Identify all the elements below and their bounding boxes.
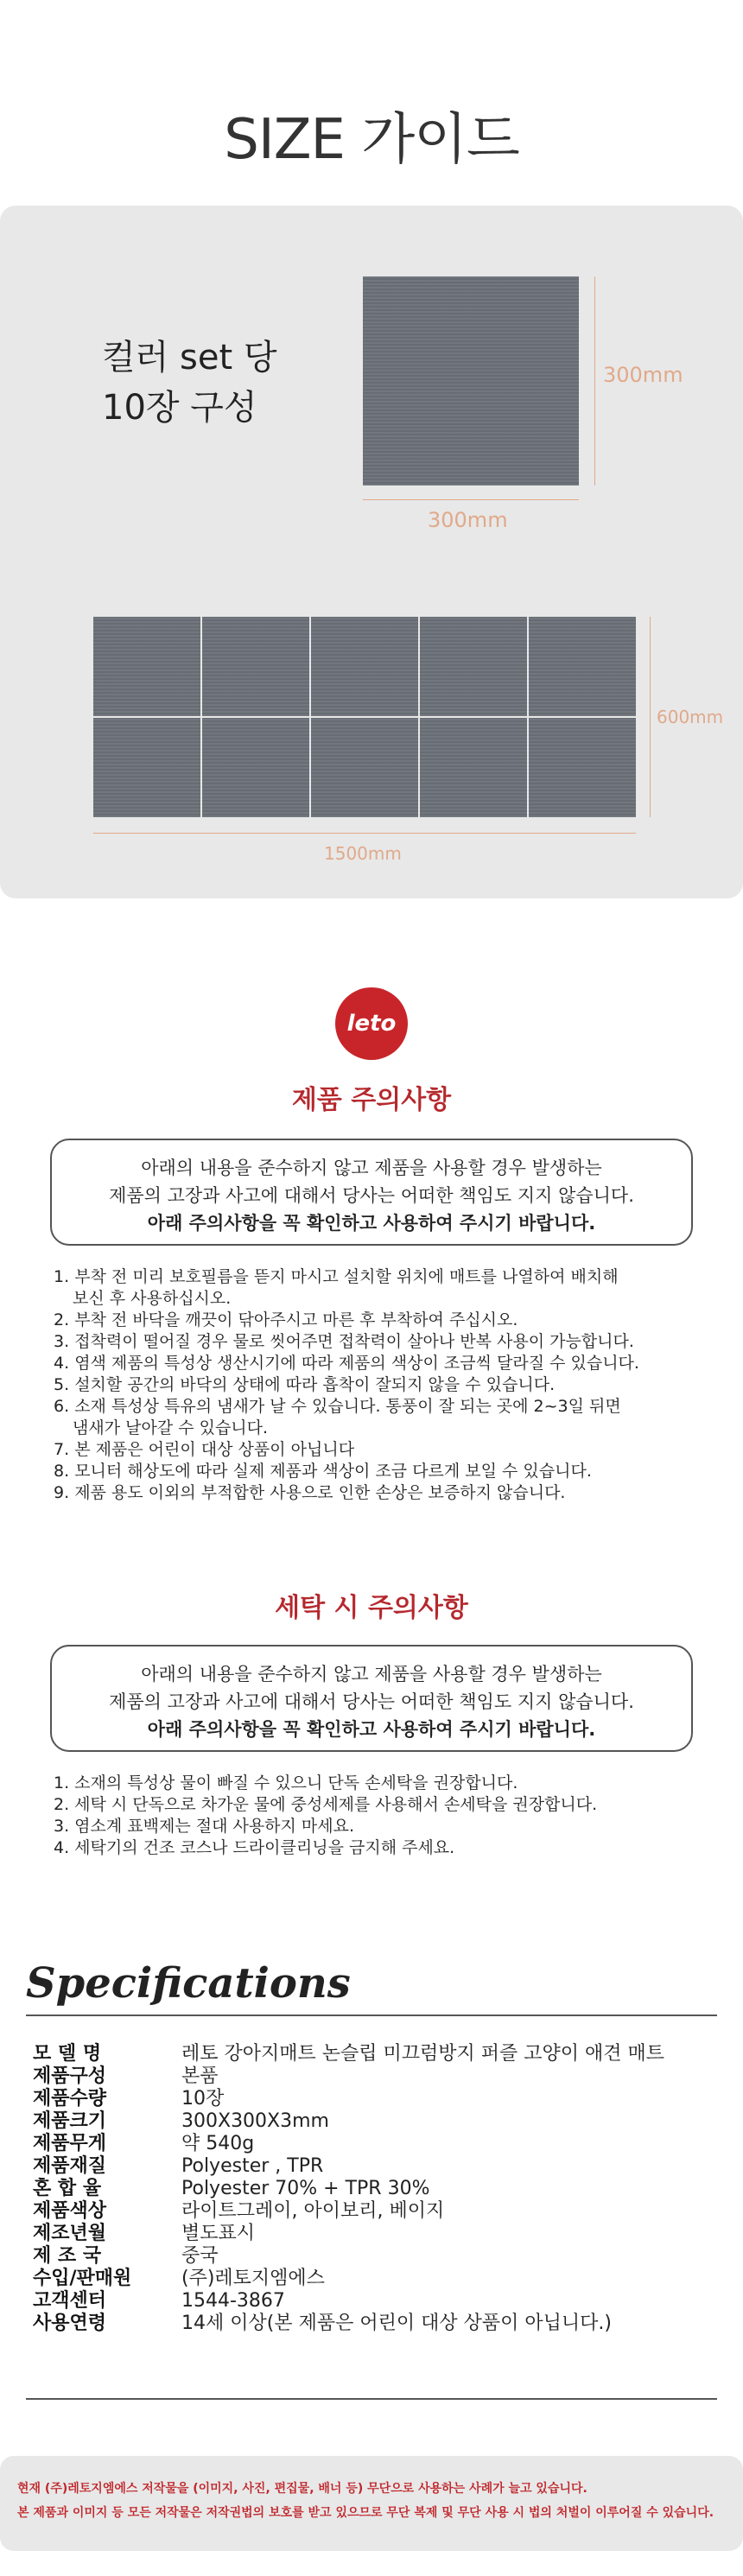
grid-width-label: 1500mm (324, 843, 402, 864)
notice-line-1: 아래의 내용을 준수하지 않고 제품을 사용할 경우 발생하는 (141, 1158, 602, 1178)
table-row: 수입/판매원 (주)레토지엠에스 (33, 2268, 325, 2289)
set-line-1: 컬러 set 당 (102, 338, 277, 378)
tile-height-line (594, 276, 595, 485)
set-description (102, 333, 276, 433)
grid-tile (529, 718, 636, 817)
divider (26, 2014, 717, 2016)
product-caution-title: 제품 주의사항 (291, 1085, 452, 1115)
spec-table (33, 2043, 724, 2335)
product-caution-list (54, 1266, 710, 1504)
grid-tile (420, 718, 527, 817)
list-item: 1. 부착 전 미리 보호필름을 뜯지 마시고 설치할 위치에 매트를 나열하여 배치해 보신 후 사용하십시오. (54, 1267, 619, 1308)
copyright-line-1: 현재 (주)레토지엠에스 저작물을 (이미지, 사진, 편집물, 배너 등) 무단으로 사용하는 사례가 늘고 있습니다. (17, 2482, 587, 2496)
table-row: 제 조 국 중국 (33, 2245, 219, 2267)
list-item: 7. 본 제품은 어린이 대상 상품이 아닙니다 (54, 1440, 355, 1459)
grid-tile (93, 617, 200, 716)
copyright-line-2: 본 제품과 이미지 등 모든 저작물은 저작권법의 보호를 받고 있으므로 무단 복제 및 무단 사용 시 법의 처벌이 이루어질 수 있습니다. (17, 2506, 714, 2520)
grid-height-line (650, 617, 651, 817)
table-row: 고객센터 1544-3867 (33, 2290, 285, 2312)
list-item: 3. 접착력이 떨어질 경우 물로 씻어주면 접착력이 살아나 반복 사용이 가능합니다. (54, 1332, 634, 1351)
page-title: SIZE 가이드 (224, 108, 519, 172)
list-item: 3. 염소계 표백제는 절대 사용하지 마세요. (54, 1817, 355, 1836)
list-item: 4. 세탁기의 건조 코스나 드라이클리닝을 금지해 주세요. (54, 1838, 455, 1857)
list-item: 5. 설치할 공간의 바닥의 상태에 따라 흡착이 잘되지 않을 수 있습니다. (54, 1375, 556, 1394)
list-item: 8. 모니터 해상도에 따라 실제 제품과 색상이 조금 다르게 보일 수 있습니다. (54, 1462, 592, 1481)
product-caution-notice (50, 1139, 693, 1246)
wash-caution-title: 세탁 시 주의사항 (275, 1593, 468, 1623)
notice-line-2: 제품의 고장과 사고에 대해서 당사는 어떠한 책임도 지지 않습니다. (109, 1185, 634, 1206)
set-line-2: 10장 구성 (102, 388, 257, 428)
tile-width-line (363, 499, 579, 500)
table-row: 제품재질 Polyester , TPR (33, 2155, 324, 2177)
grid-tile (420, 617, 527, 716)
table-row: 제품수량 10장 (33, 2088, 225, 2110)
table-row: 제품무게 약 540g (33, 2133, 255, 2154)
list-item: 2. 부착 전 바닥을 깨끗이 닦아주시고 마른 후 부착하여 주십시오. (54, 1310, 518, 1329)
specifications-title: Specifications (26, 1959, 351, 2008)
grid-tile (202, 617, 309, 716)
table-row: 제품구성 본품 (33, 2065, 219, 2087)
list-item: 4. 염색 제품의 특성상 생산시기에 따라 제품의 색상이 조금씩 달라질 수 있습니다. (54, 1354, 639, 1373)
grid-height-label: 600mm (657, 707, 724, 727)
list-item: 1. 소재의 특성상 물이 빠질 수 있으니 단독 손세탁을 권장합니다. (54, 1773, 518, 1792)
notice-line-3: 아래 주의사항을 꼭 확인하고 사용하여 주시기 바랍니다. (147, 1213, 596, 1234)
grid-tile (311, 718, 418, 817)
grid-tile (529, 617, 636, 716)
list-item: 9. 제품 용도 이외의 부적합한 사용으로 인한 손상은 보증하지 않습니다. (54, 1483, 566, 1502)
notice-line-2: 제품의 고장과 사고에 대해서 당사는 어떠한 책임도 지지 않습니다. (109, 1691, 634, 1712)
copyright-notice (0, 2456, 743, 2551)
wash-caution-notice (50, 1645, 693, 1752)
tile-height-label: 300mm (603, 363, 683, 387)
single-tile-image (363, 276, 579, 485)
notice-line-1: 아래의 내용을 준수하지 않고 제품을 사용할 경우 발생하는 (141, 1664, 602, 1685)
tile-grid-image (93, 617, 636, 817)
table-row: 모 델 명 레토 강아지매트 논슬립 미끄럼방지 퍼즐 고양이 애견 매트 (33, 2043, 665, 2065)
list-item: 2. 세탁 시 단독으로 차가운 물에 중성세제를 사용해서 손세탁을 권장합니다. (54, 1795, 598, 1814)
divider (26, 2398, 717, 2400)
grid-tile (311, 617, 418, 716)
brand-logo: leto (335, 987, 408, 1060)
table-row: 제품색상 라이트그레이, 아이보리, 베이지 (33, 2200, 445, 2222)
table-row: 제품크기 300X300X3mm (33, 2110, 329, 2132)
table-row: 사용연령 14세 이상(본 제품은 어린이 대상 상품이 아닙니다.) (33, 2313, 612, 2334)
table-row: 혼 합 율 Polyester 70% + TPR 30% (33, 2178, 430, 2199)
wash-caution-list (54, 1773, 710, 1859)
table-row: 제조년월 별도표시 (33, 2223, 256, 2244)
grid-tile (202, 718, 309, 817)
list-item: 6. 소재 특성상 특유의 냄새가 날 수 있습니다. 통풍이 잘 되는 곳에 2~3일 뒤면 냄새가 날아갈 수 있습니다. (54, 1397, 621, 1437)
grid-width-line (93, 833, 636, 834)
tile-width-label: 300mm (428, 508, 508, 532)
notice-line-3: 아래 주의사항을 꼭 확인하고 사용하여 주시기 바랍니다. (147, 1719, 596, 1740)
grid-tile (93, 718, 200, 817)
